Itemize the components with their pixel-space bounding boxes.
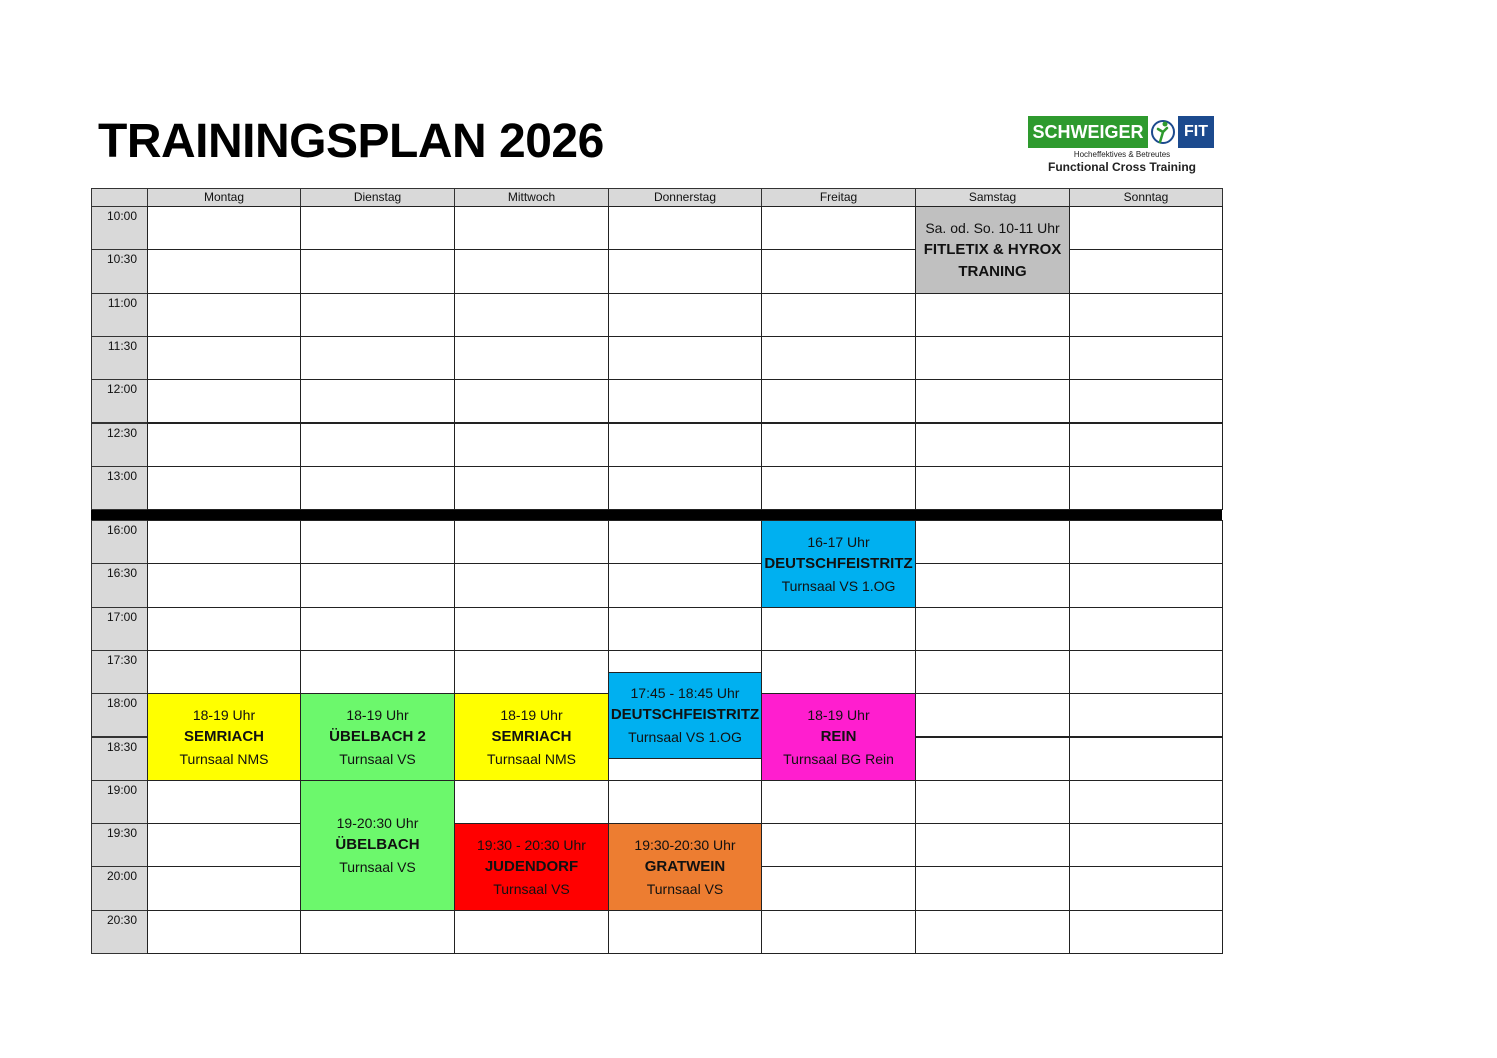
schedule-cell bbox=[454, 520, 609, 564]
schedule-cell bbox=[454, 650, 609, 694]
schedule-cell bbox=[915, 650, 1070, 694]
time-break-divider bbox=[91, 509, 1222, 520]
time-label-text: 12:00 bbox=[106, 382, 137, 397]
schedule-cell bbox=[915, 466, 1070, 510]
time-label-text: 17:00 bbox=[106, 609, 137, 624]
event-name: REIN bbox=[820, 727, 857, 745]
schedule-cell bbox=[1069, 823, 1223, 867]
schedule-cell bbox=[761, 780, 916, 824]
time-label-text: 12:30 bbox=[106, 425, 137, 440]
schedule-cell bbox=[915, 823, 1070, 867]
schedule-cell bbox=[915, 866, 1070, 910]
time-label bbox=[91, 206, 148, 250]
schweiger-fit-logo bbox=[1028, 116, 1216, 178]
schedule-cell bbox=[608, 780, 762, 824]
schedule-cell bbox=[1069, 249, 1223, 293]
time-label bbox=[91, 737, 148, 781]
schedule-cell bbox=[608, 336, 762, 380]
schedule-cell bbox=[1069, 520, 1223, 564]
training-event-gratwein[interactable] bbox=[608, 823, 762, 911]
schedule-cell bbox=[1069, 293, 1223, 337]
time-label-text: 16:00 bbox=[106, 523, 137, 537]
day-header-sonntag: Sonntag bbox=[1069, 188, 1223, 207]
schedule-cell bbox=[1069, 423, 1223, 467]
schedule-cell bbox=[300, 423, 455, 467]
event-time: Sa. od. So. 10-11 Uhr bbox=[925, 219, 1060, 236]
schedule-cell bbox=[761, 336, 916, 380]
schedule-cell bbox=[454, 910, 609, 954]
time-label-text: 18:30 bbox=[106, 739, 137, 754]
schedule-cell bbox=[915, 423, 1070, 467]
time-label-text: 17:30 bbox=[106, 652, 137, 667]
schedule-cell bbox=[761, 607, 916, 651]
schedule-cell bbox=[300, 520, 455, 564]
schedule-cell bbox=[608, 607, 762, 651]
time-label-text: 19:30 bbox=[106, 826, 137, 841]
schedule-cell bbox=[608, 520, 762, 564]
schedule-cell bbox=[147, 249, 301, 293]
training-event-semriach[interactable] bbox=[454, 693, 609, 781]
time-label bbox=[91, 607, 148, 651]
event-name: JUDENDORF bbox=[484, 857, 579, 875]
schedule-cell bbox=[608, 249, 762, 293]
event-time: 16-17 Uhr bbox=[807, 533, 870, 550]
time-label-text: 10:30 bbox=[106, 252, 137, 267]
schedule-cell bbox=[1069, 866, 1223, 910]
schedule-cell bbox=[761, 249, 916, 293]
time-label bbox=[91, 336, 148, 380]
schedule-cell bbox=[300, 336, 455, 380]
event-time: 19:30 - 20:30 Uhr bbox=[477, 836, 586, 853]
time-label bbox=[91, 563, 148, 607]
schedule-cell bbox=[1069, 693, 1223, 737]
schedule-cell bbox=[608, 423, 762, 467]
schedule-cell bbox=[147, 293, 301, 337]
training-event-deutschfeistritz[interactable] bbox=[761, 520, 916, 608]
schedule-cell bbox=[915, 737, 1070, 781]
training-event-judendorf[interactable] bbox=[454, 823, 609, 911]
logo-subtitle: Functional Cross Training bbox=[1047, 160, 1196, 174]
schedule-cell bbox=[147, 520, 301, 564]
schedule-cell bbox=[147, 423, 301, 467]
schedule-cell bbox=[1069, 466, 1223, 510]
schedule-cell bbox=[915, 379, 1070, 423]
training-event-übelbach-2[interactable] bbox=[300, 693, 455, 781]
time-label bbox=[91, 866, 148, 910]
day-header-mittwoch: Mittwoch bbox=[454, 188, 609, 207]
training-event-rein[interactable] bbox=[761, 693, 916, 781]
logo-brand-right: FIT bbox=[1178, 116, 1214, 148]
event-location: Turnsaal BG Rein bbox=[783, 750, 894, 767]
schedule-cell bbox=[915, 607, 1070, 651]
time-label-text: 13:00 bbox=[106, 468, 137, 483]
schedule-cell bbox=[300, 650, 455, 694]
event-name: FITLETIX & HYROX TRANING bbox=[923, 240, 1062, 280]
logo-brand-left: SCHWEIGER bbox=[1028, 116, 1148, 148]
schedule-cell bbox=[915, 336, 1070, 380]
event-name: SEMRIACH bbox=[491, 727, 572, 745]
time-label bbox=[91, 910, 148, 954]
event-name: ÜBELBACH 2 bbox=[329, 727, 426, 745]
schedule-cell bbox=[300, 607, 455, 651]
training-event-semriach[interactable] bbox=[147, 693, 301, 781]
schedule-cell bbox=[1069, 336, 1223, 380]
schedule-cell bbox=[454, 423, 609, 467]
event-time: 19-20:30 Uhr bbox=[336, 815, 419, 832]
training-event-übelbach[interactable] bbox=[300, 780, 455, 911]
schedule-cell bbox=[761, 866, 916, 910]
event-time: 19:30-20:30 Uhr bbox=[634, 836, 736, 853]
logo-tagline: Hocheffektives & Betreutes bbox=[1073, 150, 1171, 159]
schedule-cell bbox=[300, 466, 455, 510]
schedule-cell bbox=[1069, 780, 1223, 824]
schedule-cell bbox=[608, 293, 762, 337]
event-location: Turnsaal VS 1.OG bbox=[781, 577, 896, 594]
event-location: Turnsaal NMS bbox=[179, 750, 269, 767]
time-label bbox=[91, 379, 148, 423]
schedule-cell bbox=[147, 466, 301, 510]
schedule-cell bbox=[761, 206, 916, 250]
schedule-cell bbox=[454, 379, 609, 423]
schedule-cell bbox=[761, 650, 916, 694]
day-header-samstag: Samstag bbox=[915, 188, 1070, 207]
schedule-cell bbox=[1069, 910, 1223, 954]
schedule-cell bbox=[454, 780, 609, 824]
schedule-cell bbox=[608, 466, 762, 510]
day-header-freitag: Freitag bbox=[761, 188, 916, 207]
event-time: 18-19 Uhr bbox=[346, 706, 409, 723]
schedule-cell bbox=[147, 823, 301, 867]
time-label-text: 11:00 bbox=[107, 295, 137, 310]
schedule-cell bbox=[608, 379, 762, 423]
time-label bbox=[91, 780, 148, 824]
event-time: 18-19 Uhr bbox=[500, 706, 563, 723]
schedule-cell bbox=[454, 563, 609, 607]
time-label-text: 10:00 bbox=[106, 209, 137, 223]
schedule-cell bbox=[454, 206, 609, 250]
event-time: 18-19 Uhr bbox=[807, 706, 870, 723]
schedule-cell bbox=[608, 563, 762, 607]
event-time: 17:45 - 18:45 Uhr bbox=[630, 685, 740, 702]
schedule-cell bbox=[147, 379, 301, 423]
training-event-fitletix-hyrox-traning[interactable] bbox=[915, 206, 1070, 294]
schedule-cell bbox=[915, 910, 1070, 954]
schedule-cell bbox=[147, 866, 301, 910]
schedule-cell bbox=[300, 293, 455, 337]
schedule-cell bbox=[1069, 206, 1223, 250]
runner-icon bbox=[1148, 116, 1178, 148]
schedule-cell bbox=[454, 466, 609, 510]
day-header-donnerstag: Donnerstag bbox=[608, 188, 762, 207]
time-label bbox=[91, 293, 148, 337]
header-corner bbox=[91, 188, 148, 207]
event-name: SEMRIACH bbox=[183, 727, 264, 745]
day-header-dienstag: Dienstag bbox=[300, 188, 455, 207]
schedule-cell bbox=[761, 423, 916, 467]
event-time: 18-19 Uhr bbox=[192, 706, 256, 723]
schedule-cell bbox=[608, 910, 762, 954]
event-location: Turnsaal VS bbox=[493, 880, 570, 897]
schedule-cell bbox=[300, 563, 455, 607]
event-location: Turnsaal VS 1.OG bbox=[628, 729, 742, 746]
time-label-text: 16:30 bbox=[106, 566, 137, 581]
schedule-cell bbox=[608, 206, 762, 250]
schedule-cell bbox=[147, 563, 301, 607]
event-name: DEUTSCHFEISTRITZ bbox=[610, 706, 760, 724]
event-name: DEUTSCHFEISTRITZ bbox=[764, 554, 913, 572]
time-label-text: 20:30 bbox=[106, 912, 137, 927]
schedule-cell bbox=[1069, 563, 1223, 607]
training-event-deutschfeistritz[interactable] bbox=[608, 672, 762, 760]
time-label bbox=[91, 823, 148, 867]
schedule-cell bbox=[147, 607, 301, 651]
schedule-cell bbox=[454, 293, 609, 337]
time-label bbox=[91, 466, 148, 510]
schedule-cell bbox=[761, 293, 916, 337]
schedule-cell bbox=[454, 336, 609, 380]
time-label bbox=[91, 249, 148, 293]
event-location: Turnsaal NMS bbox=[487, 750, 576, 767]
schedule-cell bbox=[761, 379, 916, 423]
schedule-cell bbox=[300, 249, 455, 293]
schedule-cell bbox=[915, 520, 1070, 564]
event-location: Turnsaal VS bbox=[339, 859, 416, 876]
schedule-cell bbox=[915, 693, 1070, 737]
page-title: TRAININGSPLAN 2026 bbox=[98, 115, 604, 168]
schedule-cell bbox=[761, 910, 916, 954]
schedule-cell bbox=[147, 336, 301, 380]
schedule-cell bbox=[915, 293, 1070, 337]
time-label-text: 11:30 bbox=[107, 338, 137, 353]
schedule-cell bbox=[761, 466, 916, 510]
schedule-cell bbox=[147, 910, 301, 954]
schedule-cell bbox=[1069, 379, 1223, 423]
time-label bbox=[91, 693, 148, 737]
time-label bbox=[91, 423, 148, 467]
time-label bbox=[91, 520, 148, 564]
event-name: GRATWEIN bbox=[644, 857, 726, 875]
event-location: Turnsaal VS bbox=[339, 750, 416, 767]
schedule-cell bbox=[147, 780, 301, 824]
schedule-cell bbox=[915, 780, 1070, 824]
schedule-cell bbox=[300, 910, 455, 954]
time-label bbox=[91, 650, 148, 694]
event-name: ÜBELBACH bbox=[335, 836, 420, 854]
time-label-text: 19:00 bbox=[106, 782, 137, 797]
schedule-cell bbox=[454, 607, 609, 651]
schedule-cell bbox=[1069, 737, 1223, 781]
time-label-text: 20:00 bbox=[106, 869, 137, 884]
schedule-cell bbox=[915, 563, 1070, 607]
time-label-text: 18:00 bbox=[106, 696, 137, 711]
schedule-cell bbox=[1069, 607, 1223, 651]
schedule-cell bbox=[300, 206, 455, 250]
schedule-cell bbox=[454, 249, 609, 293]
event-location: Turnsaal VS bbox=[646, 880, 724, 897]
schedule-cell bbox=[761, 823, 916, 867]
schedule-cell bbox=[1069, 650, 1223, 694]
schedule-cell bbox=[147, 650, 301, 694]
day-header-montag: Montag bbox=[147, 188, 301, 207]
schedule-cell bbox=[300, 379, 455, 423]
schedule-cell bbox=[147, 206, 301, 250]
